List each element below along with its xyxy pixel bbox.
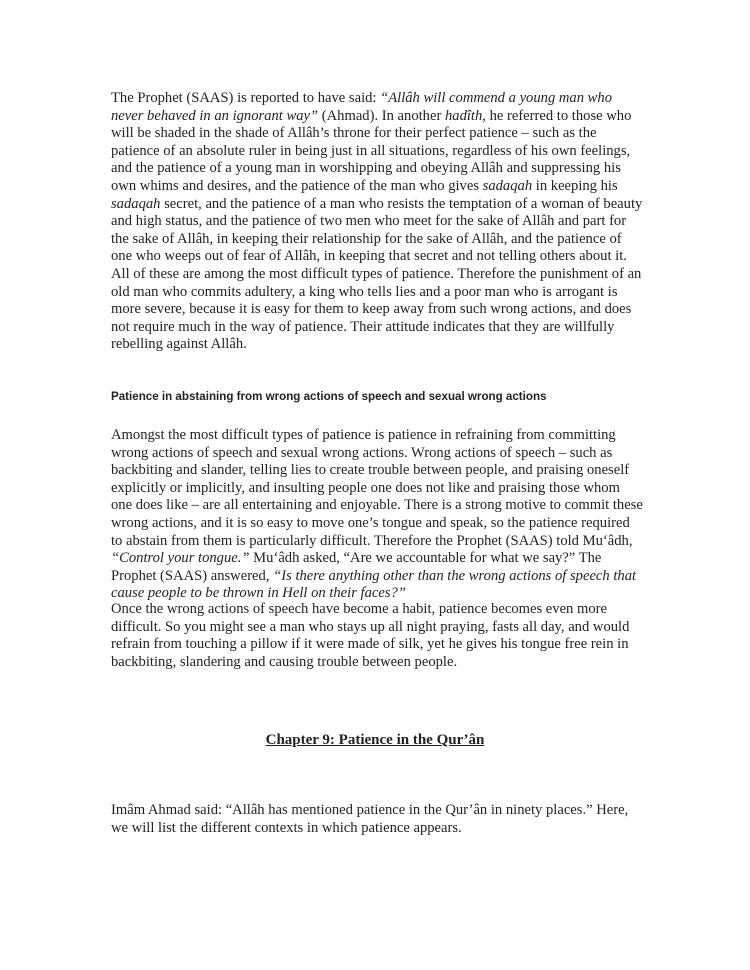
chapter-title (0, 731, 750, 749)
text-run: in keeping his (532, 177, 618, 194)
chapter-title-text: Chapter 9: Patience in the Qur’ân (265, 732, 485, 748)
paragraph-speech-wrong-actions (111, 427, 643, 603)
paragraph-imam-ahmad: Imâm Ahmad said: “Allâh has mentioned patience in the Qur’ân in ninety places.” Here, we will list the different contexts in which patience appears. (111, 802, 629, 836)
text-run: Mu‘âdh asked, “Are we accountable for what we say?” The Prophet (SAAS) answered, (111, 550, 602, 584)
term-sadaqah: sadaqah (111, 195, 161, 212)
text-run: Amongst the most difficult types of patience is patience in refraining from committing wrong actions of speech and sexual wrong actions. Wrong actions of speech – such as backbiting and slander, telling lies to create trouble between people, and praising oneself explicitly or implicitly, and insulting people one does not like and praising those whom one does like – are all entertaining and enjoyable. There is a strong motive to commit these wrong actions, and it is so easy to move one’s tongue and speak, so the patience required to abstain from them is particularly difficult. Therefore the Prophet (SAAS) told Mu‘âdh, (111, 427, 643, 549)
term-sadaqah: sadaqah (482, 177, 533, 194)
text-run: , he referred to those who will be shaded in the shade of Allâh’s throne for their perfect patience – such as the patience of an absolute ruler in being just in all situations, regardless of his own feelings, and the patience of a young man in worshipping and obeying Allâh and suppressing his own whims and desires, and the patience of the man who gives (111, 107, 632, 194)
quote-thrown-in-hell: “Is there anything other than the wrong actions of speech that cause people to be thrown in Hell on their faces?” (111, 567, 637, 602)
paragraph-prophet-patience (111, 90, 643, 354)
section-heading: Patience in abstaining from wrong actions of speech and sexual wrong actions (111, 390, 547, 403)
quote-young-man: “Allâh will commend a young man who never behaved in an ignorant way” (111, 90, 612, 124)
quote-control-tongue: “Control your tongue.” (111, 550, 250, 567)
paragraph-habit-of-speech: Once the wrong actions of speech have become a habit, patience becomes even more difficult. So you might see a man who stays up all night praying, fasts all day, and would refrain from touching a pillow if it were made of silk, yet he gives his tongue free rein in backbiting, slandering and causing trouble between people. (111, 601, 630, 670)
text-run: (Ahmad). In another (318, 107, 445, 124)
term-hadith: hadîth (444, 107, 483, 124)
text-run: secret, and the patience of a man who resists the temptation of a woman of beauty and high status, and the patience of two men who meet for the sake of Allâh and part for the sake of Allâh, in keeping their relationship for the sake of Allâh, and the patience of one who weeps out of fear of Allâh, in keeping that secret and not telling others about it. All of these are among the most difficult types of patience. Therefore the punishment of an old man who commits adultery, a king who tells lies and a poor man who is arrogant is more severe, because it is easy for them to keep away from such wrong actions, and does not require much in the way of patience. Their attitude indicates that they are willfully rebelling against Allâh. (111, 195, 643, 353)
text-run: The Prophet (SAAS) is reported to have said: (111, 90, 381, 106)
